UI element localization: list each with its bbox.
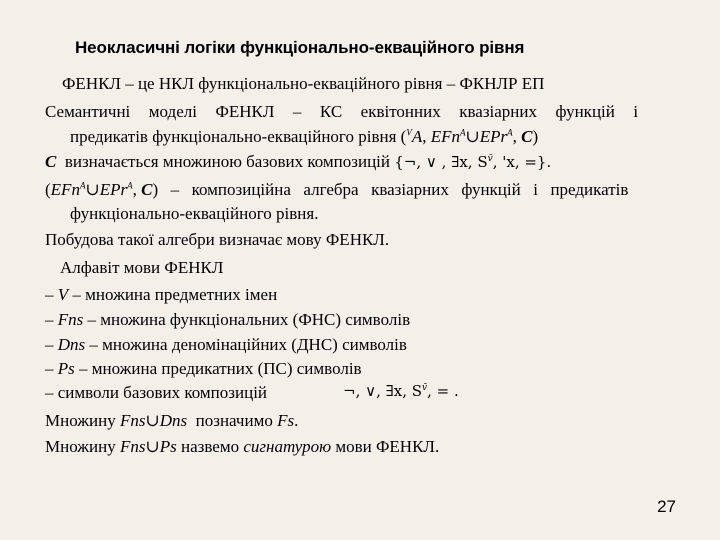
item-text: – множина деномінаційних (ДНС) символів bbox=[85, 335, 407, 354]
dash: – bbox=[45, 359, 58, 378]
sup-v: V bbox=[406, 127, 412, 138]
composition-line bbox=[45, 150, 551, 174]
algebra-line-1 bbox=[45, 178, 677, 202]
sep: , bbox=[132, 180, 142, 199]
semantic-models-text-2: предикатів функціонально-екваційного рівня ( bbox=[70, 127, 407, 146]
formula-part: , = . bbox=[427, 382, 459, 400]
sym-c: C bbox=[521, 127, 533, 146]
sym-ps: Ps bbox=[159, 437, 177, 456]
item-text: – множина предметних імен bbox=[68, 285, 278, 304]
alphabet-heading: Алфавіт мови ФЕНКЛ bbox=[60, 258, 224, 277]
sym-c: C bbox=[141, 180, 153, 199]
definition-line: ФЕНКЛ – це НКЛ функціонально-екваційного рівня – ФКНЛР ЕП bbox=[62, 74, 545, 93]
alphabet-item-v bbox=[45, 283, 277, 307]
formula-part: , 'x, =}. bbox=[492, 153, 552, 171]
semantic-models-text: Семантичні моделі ФЕНКЛ – КС еквітонних квазіарних функцій і bbox=[45, 102, 639, 121]
line-text: позначимо bbox=[187, 411, 278, 430]
sep: , bbox=[422, 127, 431, 146]
sym-fns: Fns bbox=[119, 411, 146, 430]
page-number: 27 bbox=[657, 497, 676, 516]
alphabet-item-dns bbox=[45, 333, 407, 357]
construction-line: Побудова такої алгебри визначає мову ФЕНКЛ. bbox=[45, 230, 390, 249]
semantic-models-line-1 bbox=[45, 100, 677, 124]
formula-sup: v̄ bbox=[422, 383, 428, 393]
period: . bbox=[294, 411, 299, 430]
cup-symbol: ∪ bbox=[465, 127, 480, 146]
sym-ps: Ps bbox=[57, 359, 75, 378]
fs-definition-line bbox=[45, 409, 298, 433]
sym-dns: Dns bbox=[159, 411, 188, 430]
sup-a: A bbox=[127, 180, 133, 191]
composition-formula bbox=[394, 153, 551, 171]
sym-epr: EPr bbox=[479, 127, 508, 146]
sup-a: A bbox=[459, 127, 466, 138]
sym-fns: Fns bbox=[119, 437, 146, 456]
alphabet-item-fns bbox=[45, 308, 410, 332]
sym-c: C bbox=[45, 152, 57, 171]
line-text: Множину bbox=[45, 411, 120, 430]
algebra-text: ) – композиційна алгебра квазіарних функцій і предикатів bbox=[152, 180, 629, 199]
cup-symbol: ∪ bbox=[145, 437, 160, 456]
sep: , bbox=[512, 127, 522, 146]
cup-symbol: ∪ bbox=[85, 180, 100, 199]
sym-efn: EFn bbox=[430, 127, 460, 146]
signature-term: сигнатурою bbox=[243, 437, 332, 456]
dash: – bbox=[45, 310, 58, 329]
compositions-formula bbox=[343, 379, 459, 403]
sym-efn: EFn bbox=[50, 180, 80, 199]
item-text: – множина функціональних (ФНС) символів bbox=[83, 310, 411, 329]
semantic-models-row bbox=[45, 100, 677, 124]
algebra-line-2: функціонально-екваційного рівня. bbox=[70, 204, 319, 223]
slide-title: Неокласичні логіки функціонально-екваційного рівня bbox=[75, 38, 525, 57]
alphabet-item-compositions bbox=[45, 381, 267, 405]
dash: – bbox=[45, 285, 58, 304]
signature-definition-line bbox=[45, 435, 439, 459]
sym-epr: EPr bbox=[99, 180, 128, 199]
formula-sup: v̄ bbox=[487, 154, 493, 164]
sym-v: V bbox=[57, 285, 69, 304]
formula-part: {¬, ∨ , ∃x, S bbox=[394, 153, 488, 171]
sup-a: A bbox=[79, 180, 86, 191]
paren: ) bbox=[532, 127, 539, 146]
item-text: – множина предикатних (ПС) символів bbox=[74, 359, 362, 378]
line-text: Множину bbox=[45, 437, 120, 456]
sup-a: A bbox=[507, 127, 513, 138]
semantic-models-line-2 bbox=[70, 125, 538, 149]
line-text: назвемо bbox=[176, 437, 244, 456]
paren: ( bbox=[45, 180, 51, 199]
sym-a: A bbox=[411, 127, 423, 146]
line-text: мови ФЕНКЛ. bbox=[331, 437, 440, 456]
sym-fns: Fns bbox=[57, 310, 84, 329]
sym-dns: Dns bbox=[57, 335, 86, 354]
dash: – bbox=[45, 335, 58, 354]
item-text: – символи базових композицій bbox=[45, 383, 268, 402]
sym-fs: Fs bbox=[277, 411, 295, 430]
composition-text: визначається множиною базових композицій bbox=[56, 152, 395, 171]
alphabet-item-ps bbox=[45, 357, 362, 381]
formula-part: ¬, ∨, ∃x, S bbox=[343, 382, 423, 400]
cup-symbol: ∪ bbox=[145, 411, 160, 430]
